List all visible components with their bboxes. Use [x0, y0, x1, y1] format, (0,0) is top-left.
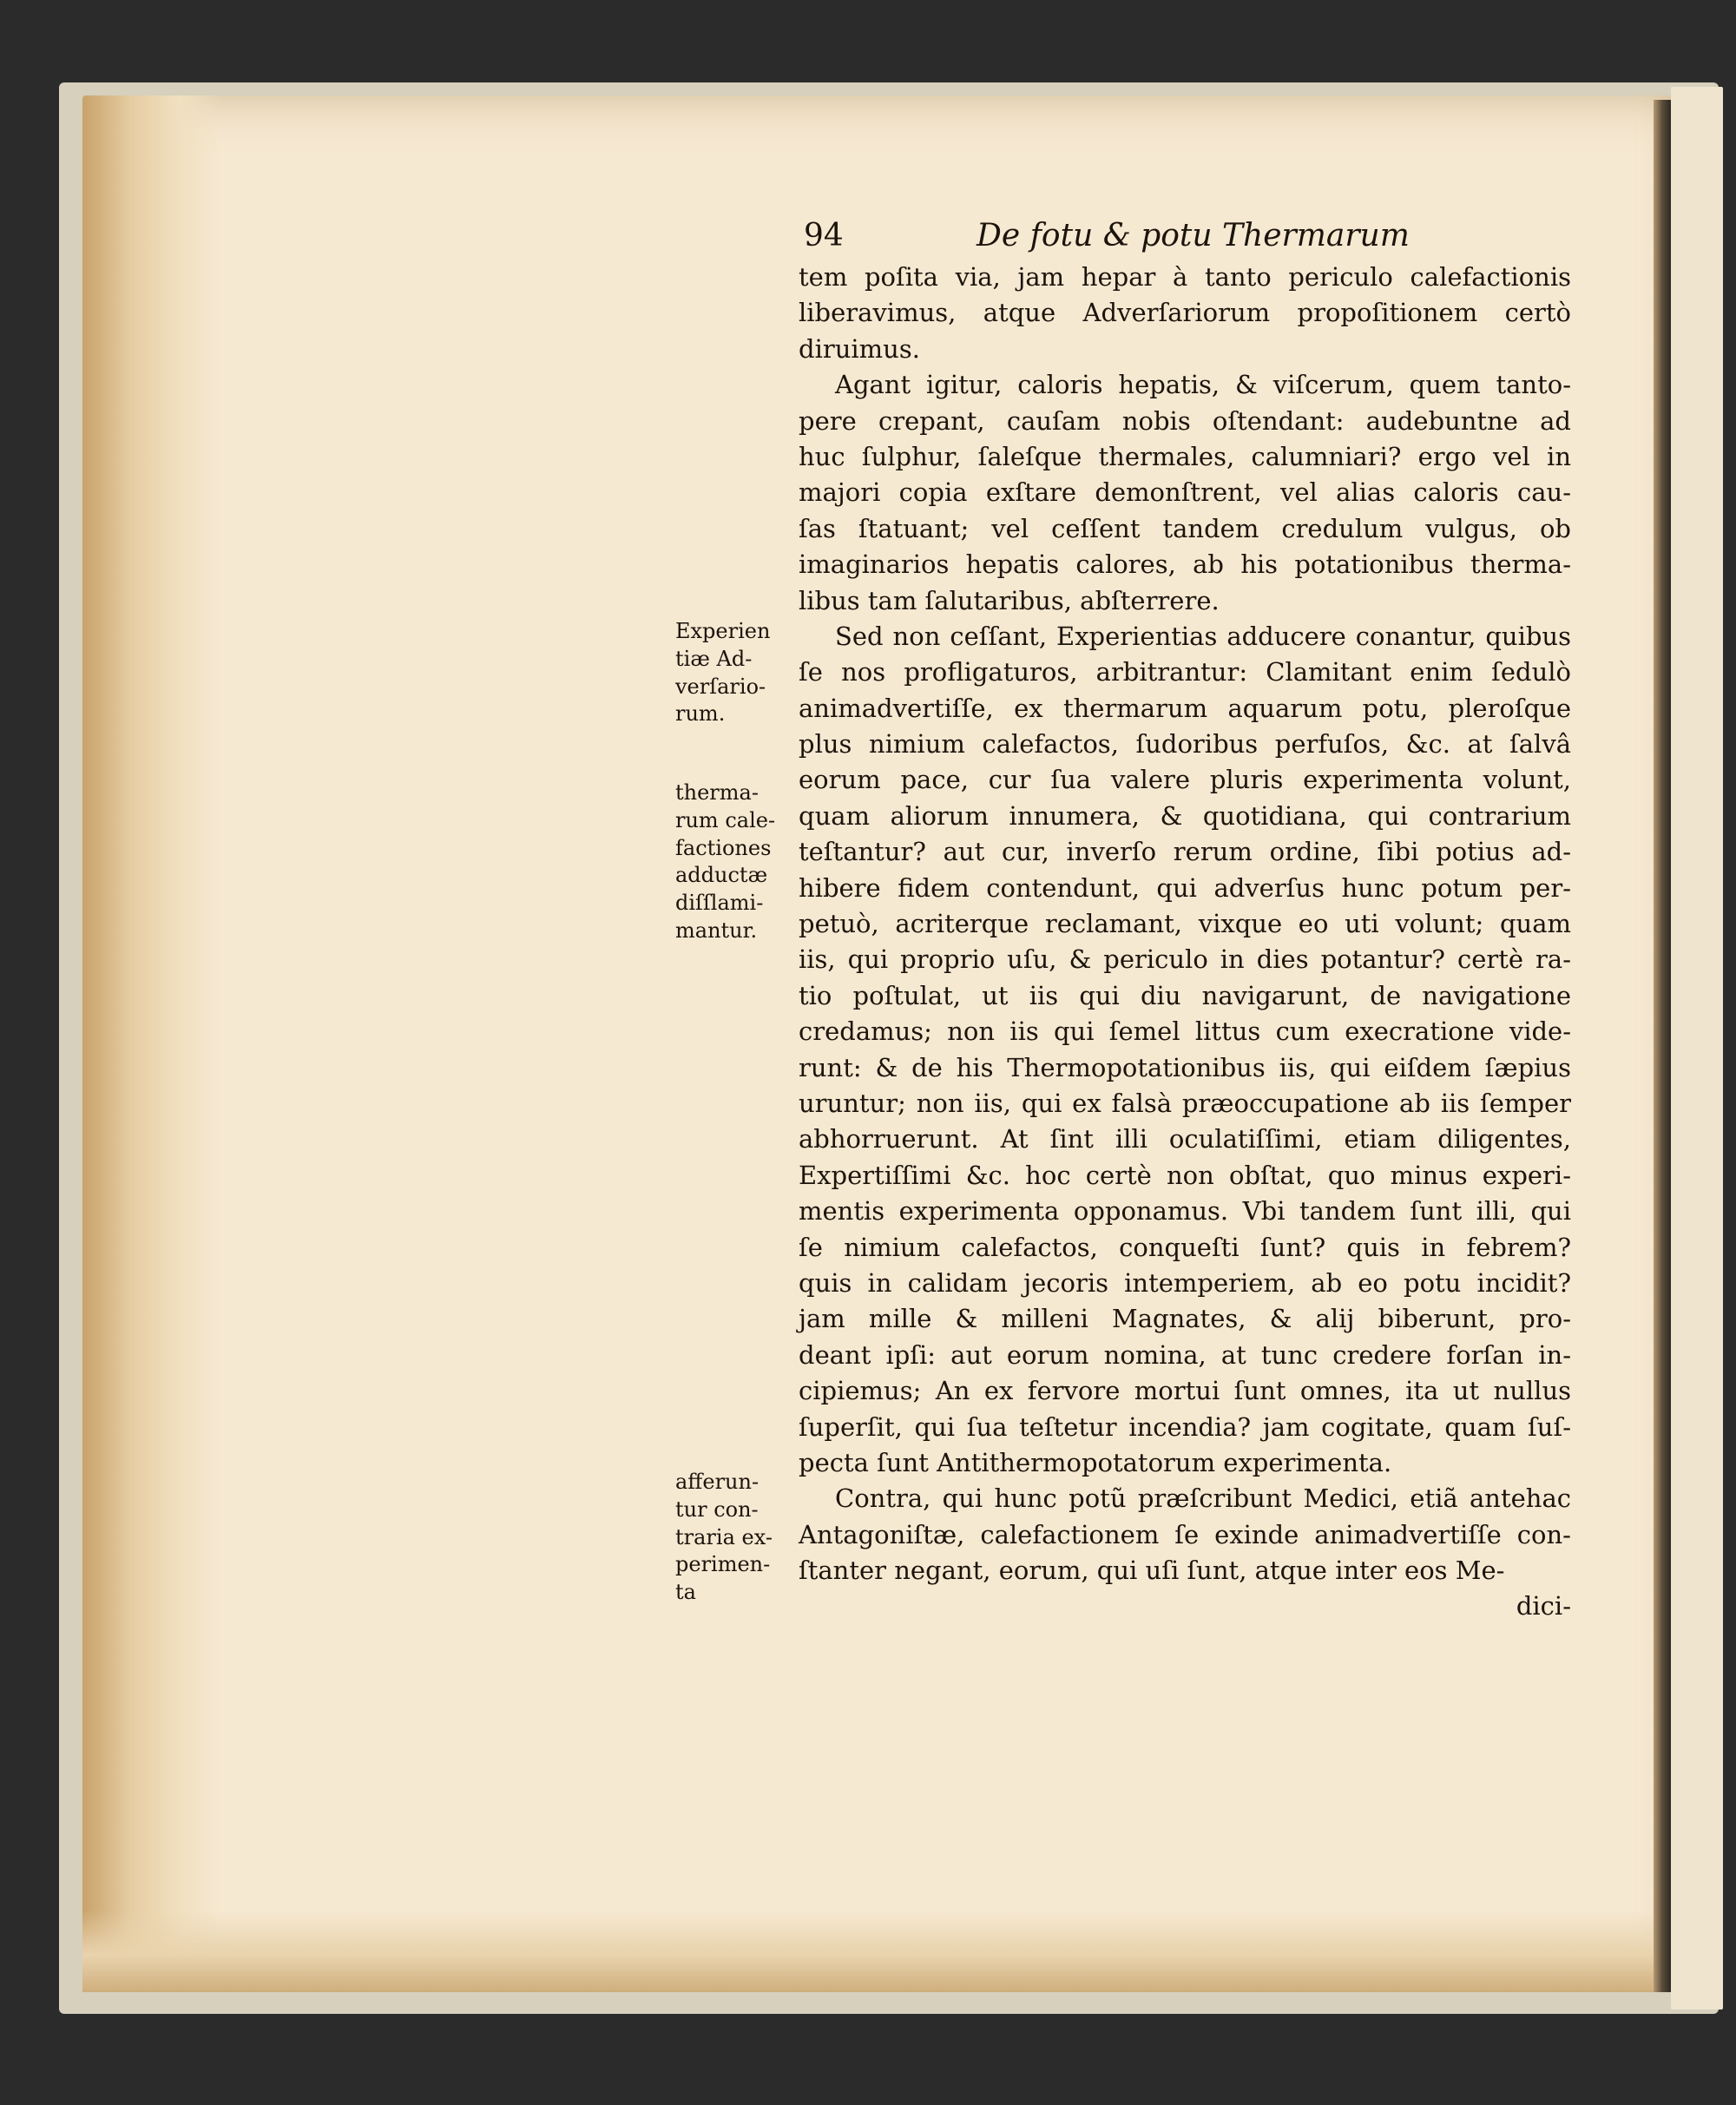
- page-number: 94: [804, 218, 844, 253]
- margin-note-line: perimen-: [675, 1552, 771, 1577]
- text-line: Agant igitur, caloris hepatis, & viſcerum, quem tanto-: [835, 370, 1571, 400]
- facing-page-edge: [1671, 87, 1723, 2010]
- page-bottom-edge: [82, 1910, 1671, 1992]
- margin-note-line: tiæ Ad-: [675, 646, 753, 671]
- page-fore-edge: [82, 95, 221, 1992]
- text-line: Contra, qui hunc potũ præſcribunt Medici, etiã antehac: [835, 1483, 1571, 1514]
- text-line: ſas ſtatuant; vel ceſſent tandem credulum vulgus, ob: [799, 513, 1571, 543]
- margin-note-line: verſario-: [675, 674, 766, 699]
- margin-note-thermarum: [675, 780, 783, 945]
- margin-note-line: diſſlami-: [675, 891, 764, 916]
- text-line: iis, qui proprio uſu, & periculo in dies potantur? certè ra-: [799, 944, 1571, 975]
- text-line: majori copia exſtare demonſtrent, vel alias caloris cau-: [799, 477, 1571, 508]
- paragraph: [799, 1481, 1571, 1589]
- text-line: runt: & de his Thermopotationibus iis, qui eiſdem ſæpius: [799, 1052, 1571, 1082]
- text-line: credamus; non iis qui ſemel littus cum execratione vide-: [799, 1016, 1571, 1047]
- margin-note-line: tur con-: [675, 1497, 759, 1522]
- text-line: tem poſita via, jam hepar à tanto periculo calefactionis: [799, 262, 1571, 292]
- text-line: ſtanter negant, eorum, qui uſi ſunt, atque inter eos Me-: [799, 1556, 1505, 1586]
- text-line: libus tam ſalutaribus, abſterrere.: [799, 585, 1220, 615]
- text-line: Antagoniſtæ, calefactionem ſe exinde animadvertiſſe con-: [799, 1519, 1571, 1549]
- text-line: ſuperſit, qui ſua teſtetur incendia? jam cogitate, quam ſuſ-: [799, 1411, 1571, 1442]
- text-line: huc ſulphur, ſaleſque thermales, calumniari? ergo vel in: [799, 441, 1571, 471]
- text-line: ſe nos profligaturos, arbitrantur: Clamitant enim ſedulò: [799, 657, 1571, 687]
- text-line: deant ipſi: aut eorum nomina, at tunc credere forſan in-: [799, 1339, 1571, 1370]
- text-line: diruimus.: [799, 333, 920, 364]
- main-text: [799, 260, 1571, 1589]
- margin-note-experientiae: [675, 618, 783, 728]
- margin-note-line: adductæ: [675, 863, 768, 888]
- text-line: ſe nimium calefactos, conqueſti ſunt? quis in febrem?: [799, 1232, 1571, 1262]
- running-head: [799, 213, 1571, 260]
- paragraph: [799, 260, 1571, 367]
- margin-note-line: ta: [675, 1580, 696, 1605]
- margin-note-line: mantur.: [675, 918, 758, 943]
- text-line: pere crepant, cauſam nobis oſtendant: audebuntne ad: [799, 405, 1571, 436]
- margin-note-afferuntur: [675, 1469, 783, 1607]
- margin-note-line: traria ex-: [675, 1524, 773, 1549]
- text-line: animadvertiſſe, ex thermarum aquarum potu, pleroſque: [799, 693, 1571, 723]
- text-line: teſtantur? aut cur, inverſo rerum ordine, ſibi potius ad-: [799, 837, 1571, 867]
- text-line: mentis experimenta opponamus. Vbi tandem ſunt illi, qui: [799, 1196, 1571, 1227]
- text-line: abhorruerunt. At ſint illi oculatiſſimi, etiam diligentes,: [799, 1124, 1571, 1154]
- margin-note-line: Experien: [675, 619, 771, 643]
- catchword: dici-: [1516, 1591, 1571, 1622]
- text-line: liberavimus, atque Adverſariorum propoſitionem certò: [799, 298, 1571, 328]
- margin-note-line: rum cale-: [675, 807, 776, 832]
- text-line: quam aliorum innumera, & quotidiana, qui contrarium: [799, 800, 1571, 831]
- book-gutter: [1654, 100, 1671, 1992]
- text-line: cipiemus; An ex fervore mortui ſunt omnes, ita ut nullus: [799, 1376, 1571, 1406]
- text-line: eorum pace, cur ſua valere pluris experimenta volunt,: [799, 765, 1571, 795]
- margin-note-line: factiones: [675, 835, 772, 860]
- text-line: tio poſtulat, ut iis qui diu navigarunt, de navigatione: [799, 980, 1571, 1010]
- text-line: Sed non ceſſant, Experientias adducere conantur, quibus: [835, 621, 1571, 651]
- paragraph: [799, 367, 1571, 619]
- running-title: De fotu & potu Thermarum: [976, 218, 1410, 253]
- text-line: petuò, acriterque reclamant, vixque eo uti volunt; quam: [799, 909, 1571, 939]
- paragraph: [799, 619, 1571, 1481]
- text-line: Expertiſſimi &c. hoc certè non obſtat, quo minus experi-: [799, 1160, 1571, 1190]
- text-line: quis in calidam jecoris intemperiem, ab eo potu incidit?: [799, 1267, 1571, 1298]
- text-line: plus nimium calefactos, ſudoribus perfuſos, &c. at ſalvâ: [799, 729, 1571, 760]
- margin-note-line: rum.: [675, 701, 726, 727]
- page-text-block: [799, 213, 1571, 1625]
- margin-note-line: afferun-: [675, 1470, 760, 1494]
- text-line: uruntur; non iis, qui ex falsà præoccupatione ab iis ſemper: [799, 1088, 1571, 1118]
- text-line: pecta ſunt Antithermopotatorum experimenta.: [799, 1447, 1392, 1477]
- text-line: hibere fidem contendunt, qui adverſus hunc potum per-: [799, 872, 1571, 903]
- text-line: imaginarios hepatis calores, ab his potationibus therma-: [799, 549, 1571, 580]
- text-line: jam mille & milleni Magnates, & alij biberunt, pro-: [799, 1304, 1571, 1334]
- margin-note-line: therma-: [675, 780, 759, 805]
